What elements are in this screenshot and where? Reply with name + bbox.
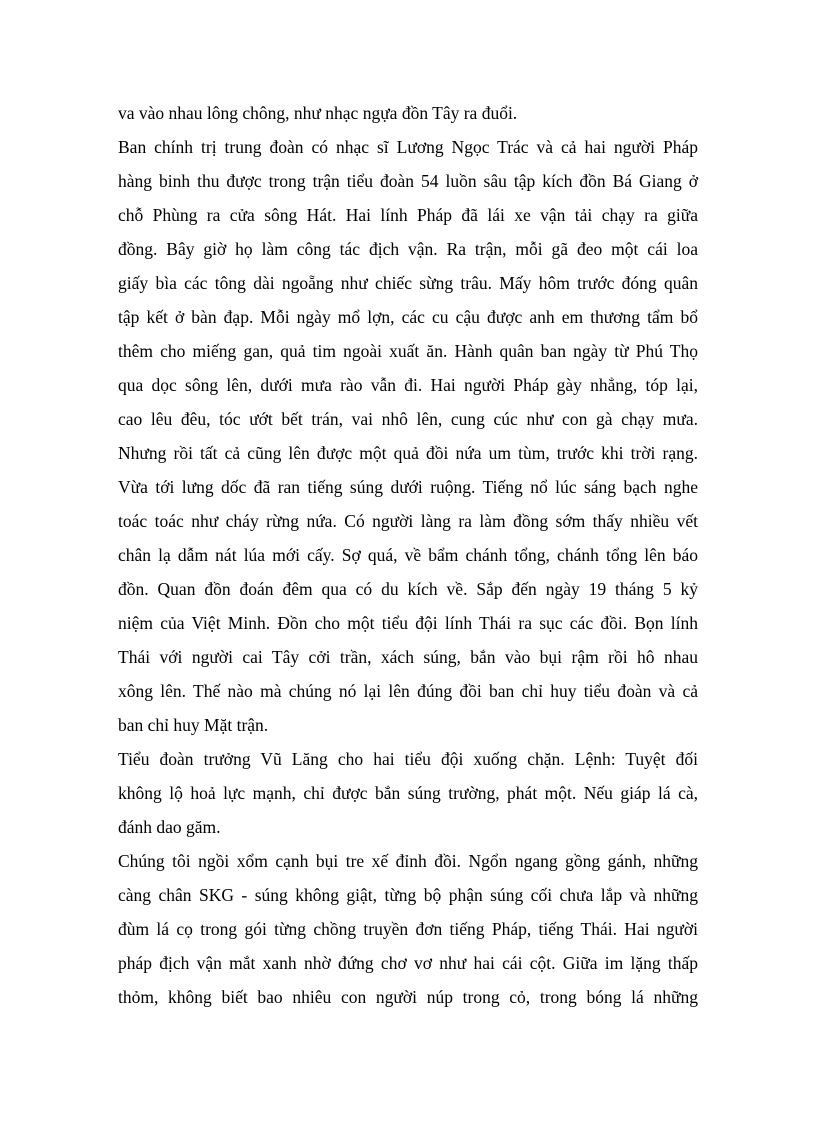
text-line: qua dọc sông lên, dưới mưa rào vẫn đi. Hai người Pháp gày nhẳng, tóp lại, <box>118 375 698 395</box>
text-line: thêm cho miếng gan, quả tim ngoài xuất ăn. Hành quân ban ngày từ Phú Thọ <box>118 341 698 361</box>
text-line: toác toác như cháy rừng nứa. Có người làng ra làm đồng sớm thấy nhiều vết <box>118 511 698 531</box>
text-line: đùm lá cọ trong gói từng chồng truyền đơn tiếng Pháp, tiếng Thái. Hai người <box>118 919 698 939</box>
text-line: đánh dao găm. <box>118 817 221 837</box>
text-line: Chúng tôi ngồi xổm cạnh bụi tre xế đỉnh đồi. Ngổn ngang gồng gánh, những <box>118 851 698 871</box>
body-text <box>118 96 698 1014</box>
text-line: đồng. Bây giờ họ làm công tác địch vận. Ra trận, mỗi gã đeo một cái loa <box>118 239 698 259</box>
text-line: càng chân SKG - súng không giật, từng bộ phận súng cối chưa lắp và những <box>118 885 698 905</box>
text-line: giấy bìa các tông dài ngoẵng như chiếc sừng trâu. Mấy hôm trước đóng quân <box>118 273 698 293</box>
text-line: Thái với người cai Tây cởi trần, xách súng, bắn vào bụi rậm rồi hô nhau <box>118 647 698 667</box>
text-line: pháp địch vận mắt xanh nhờ đứng chơ vơ như hai cái cột. Giữa im lặng thấp <box>118 953 698 973</box>
text-line: va vào nhau lông chông, như nhạc ngựa đồn Tây ra đuổi. <box>118 103 518 123</box>
text-line: chỗ Phùng ra cửa sông Hát. Hai lính Pháp đã lái xe vận tải chạy ra giữa <box>118 205 698 225</box>
text-line: niệm của Việt Minh. Đồn cho một tiểu đội lính Thái ra sục các đồi. Bọn lính <box>118 613 698 633</box>
text-line: Nhưng rồi tất cả cũng lên được một quả đồi nứa um tùm, trước khi trời rạng. <box>118 443 698 463</box>
text-line: Vừa tới lưng dốc đã ran tiếng súng dưới ruộng. Tiếng nổ lúc sáng bạch nghe <box>118 477 698 497</box>
text-line: tập kết ở bàn đạp. Mỗi ngày mổ lợn, các cu cậu được anh em thương tẩm bổ <box>118 307 698 327</box>
text-line: chân lạ dẫm nát lúa mới cấy. Sợ quá, về bẩm chánh tổng, chánh tổng lên báo <box>118 545 698 565</box>
text-line: thỏm, không biết bao nhiêu con người núp trong cỏ, trong bóng lá những <box>118 987 698 1007</box>
text-line: xông lên. Thế nào mà chúng nó lại lên đúng đồi ban chỉ huy tiểu đoàn và cả <box>118 681 698 701</box>
text-line: đồn. Quan đồn đoán đêm qua có du kích về. Sắp đến ngày 19 tháng 5 kỷ <box>118 579 698 599</box>
text-line: hàng binh thu được trong trận tiểu đoàn 54 luồn sâu tập kích đồn Bá Giang ở <box>118 171 698 191</box>
text-line: Ban chính trị trung đoàn có nhạc sĩ Lương Ngọc Trác và cả hai người Pháp <box>118 137 698 157</box>
text-line: không lộ hoả lực mạnh, chỉ được bắn súng trường, phát một. Nếu giáp lá cà, <box>118 783 698 803</box>
text-line: ban chỉ huy Mặt trận. <box>118 715 269 735</box>
text-line: cao lêu đêu, tóc ướt bết trán, vai nhô lên, cung cúc như con gà chạy mưa. <box>118 409 698 429</box>
text-line: Tiểu đoàn trưởng Vũ Lăng cho hai tiểu đội xuống chặn. Lệnh: Tuyệt đối <box>118 749 698 769</box>
